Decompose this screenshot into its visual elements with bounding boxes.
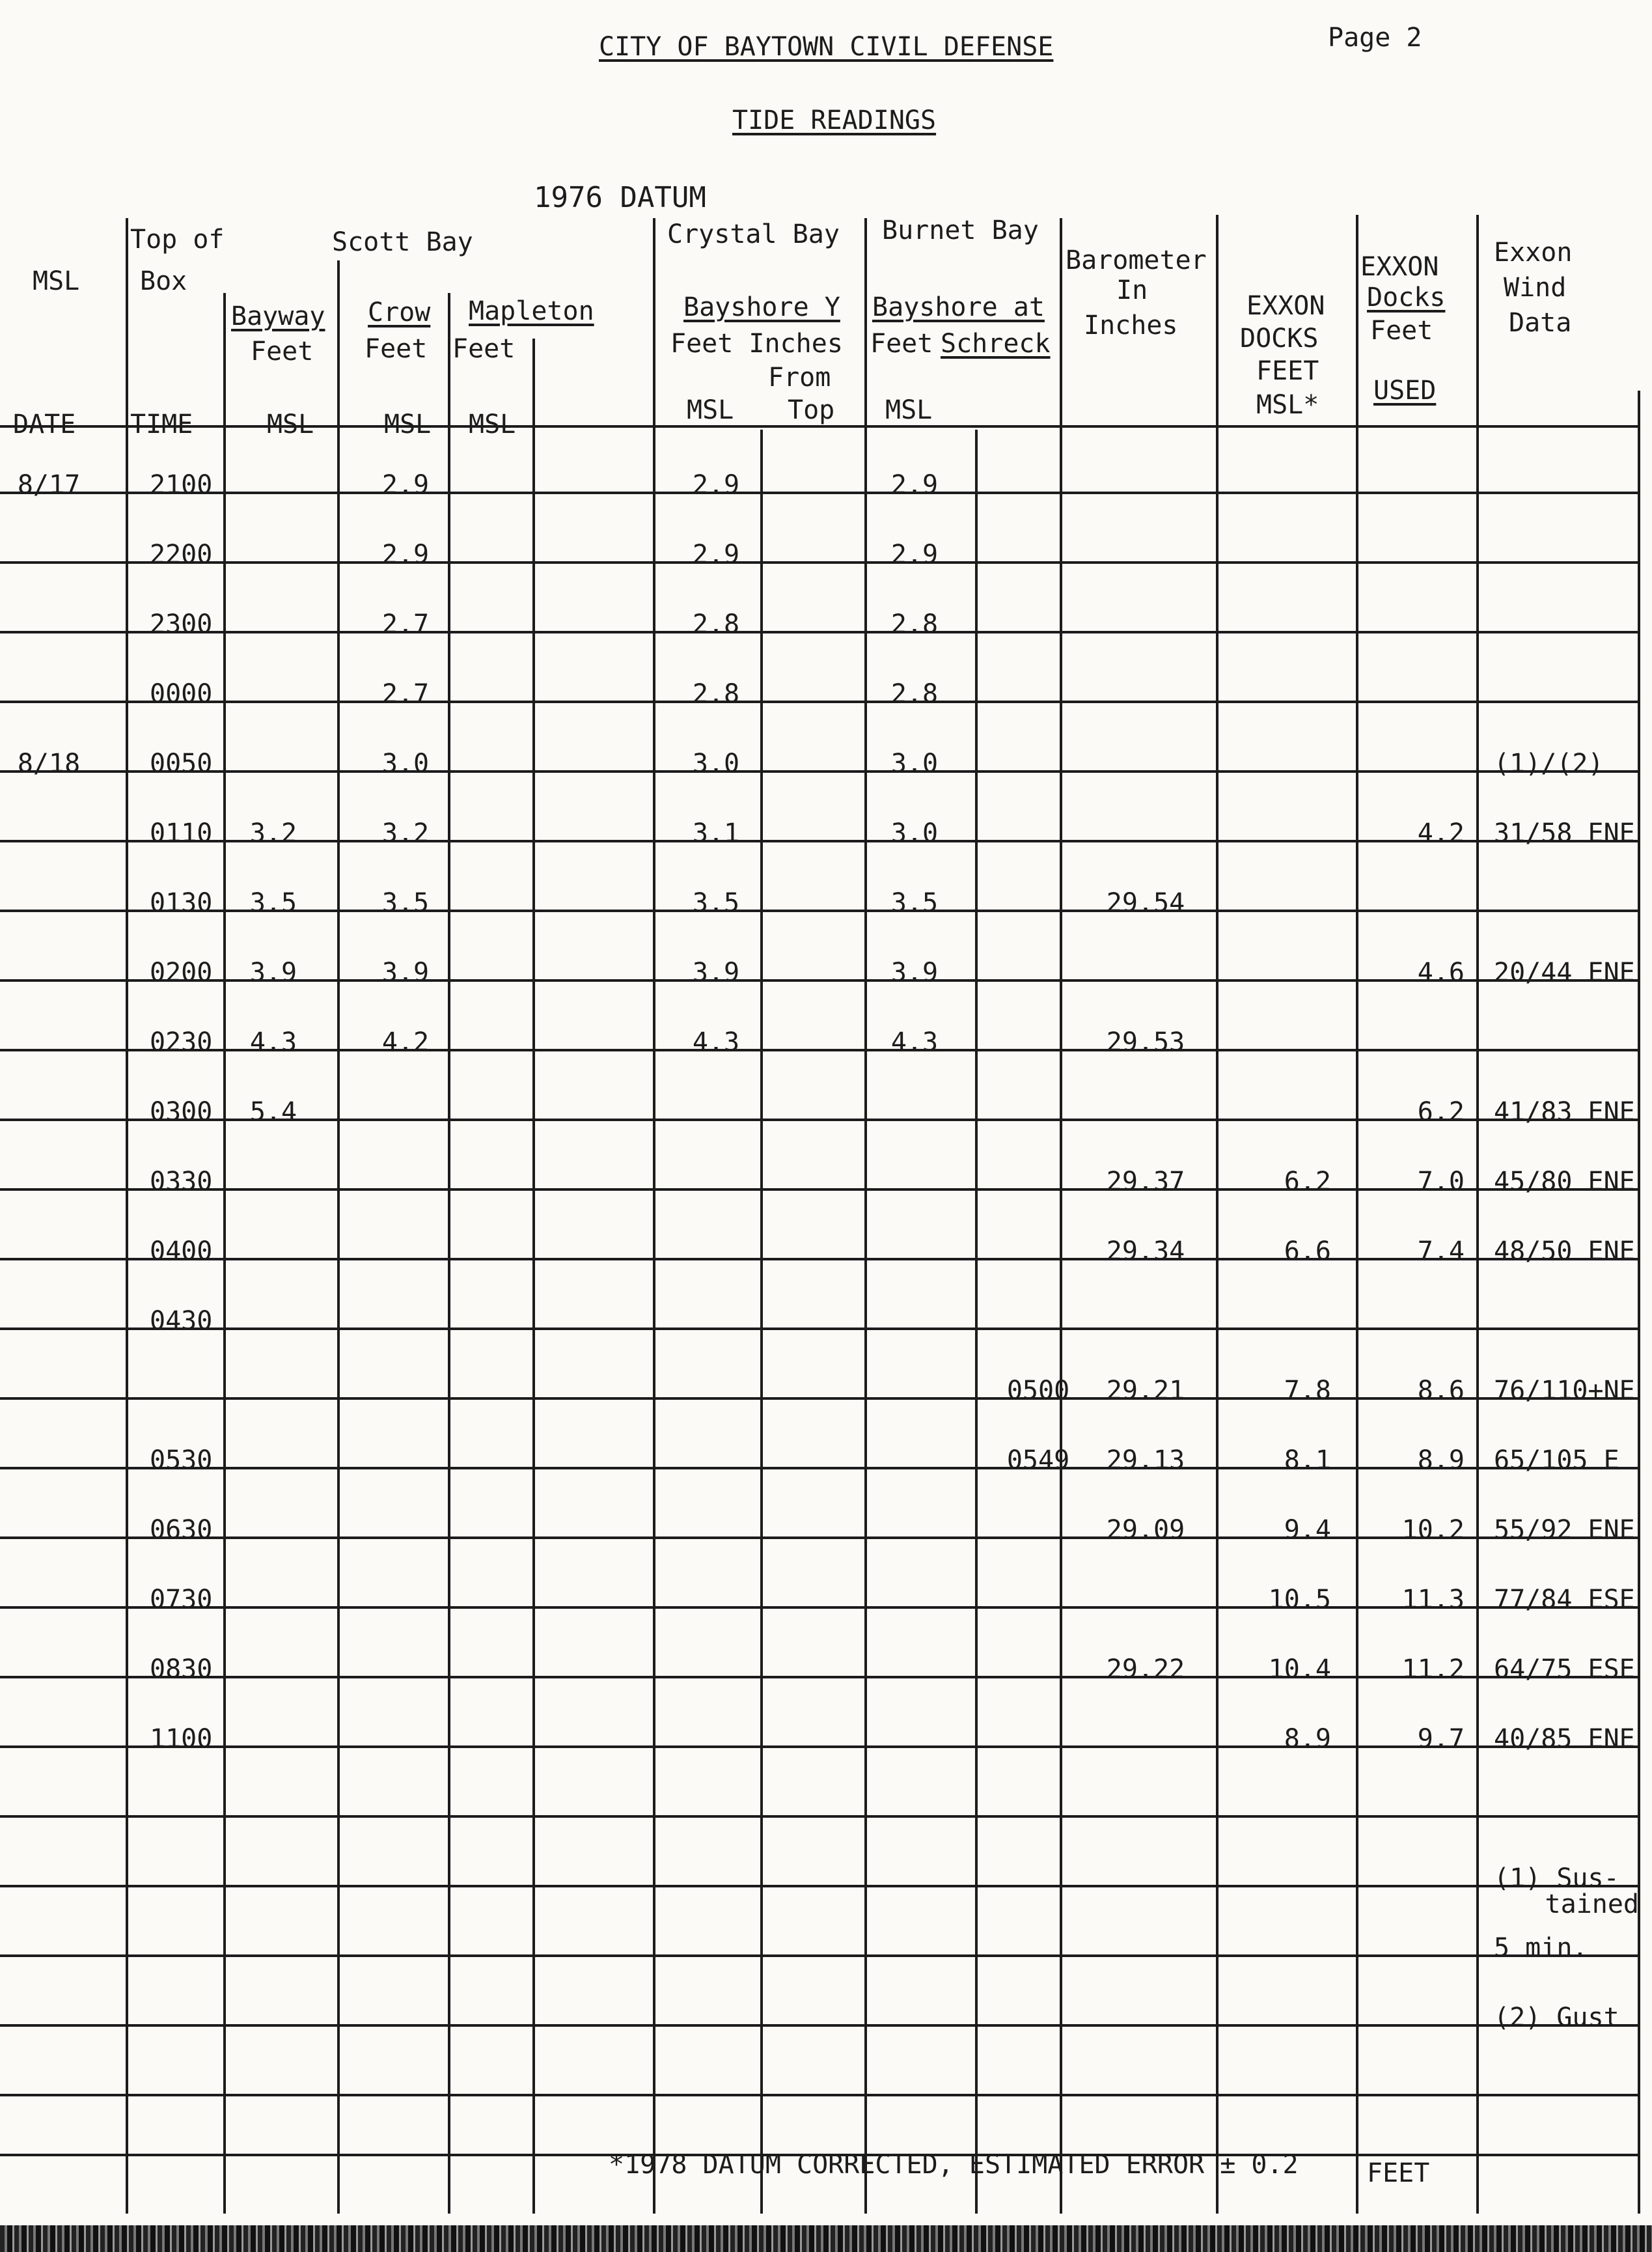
cell-exxon-used: 10.2 — [1401, 1515, 1465, 1545]
col-exxon-docks-4: MSL* — [1256, 390, 1319, 420]
cell-crystal: 3.1 — [692, 818, 740, 848]
col-burnet-feet: Feet — [870, 329, 933, 359]
cell-time: 0830 — [150, 1654, 213, 1684]
col-wind-3: Data — [1509, 308, 1572, 338]
cell-exxon-used: 4.2 — [1417, 818, 1465, 848]
cell-crow: 2.9 — [381, 540, 430, 570]
col-bayway-feet: Feet — [251, 337, 314, 367]
col-from: From — [768, 363, 831, 393]
col-crow-msl: MSL — [384, 410, 432, 439]
cell-bayway: 4.3 — [249, 1027, 297, 1057]
cell-wind: 76/110+NE — [1494, 1376, 1635, 1406]
cell-burnet: 3.9 — [890, 958, 939, 988]
cell-wind: (1) Sus- — [1494, 1863, 1619, 1893]
col-barometer-in: In — [1116, 275, 1148, 305]
col-time: TIME — [130, 410, 193, 439]
cell-exxon-used: 7.0 — [1417, 1167, 1465, 1197]
cell-exxon-used: 11.2 — [1401, 1654, 1465, 1684]
cell-burnet-time: 0549 — [1006, 1445, 1070, 1475]
cell-wind: 31/58 ENE — [1494, 818, 1635, 848]
cell-crystal: 2.9 — [692, 540, 740, 570]
cell-burnet: 3.5 — [890, 888, 939, 918]
col-crystal-msl: MSL — [687, 395, 734, 425]
cell-bayway: 3.9 — [249, 958, 297, 988]
col-box: Box — [140, 266, 187, 296]
cell-wind: 41/83 ENE — [1494, 1097, 1635, 1127]
cell-exxon-used: 4.6 — [1417, 958, 1465, 988]
cell-time: 0730 — [150, 1585, 213, 1615]
col-exxon-used-4: USED — [1373, 376, 1437, 406]
document-title: CITY OF BAYTOWN CIVIL DEFENSE — [599, 32, 1054, 62]
cell-baro: 29.13 — [1106, 1445, 1185, 1475]
cell-baro: 29.54 — [1106, 888, 1185, 918]
col-top-of: Top of — [130, 225, 225, 255]
cell-exxon-used: 7.4 — [1417, 1236, 1465, 1266]
cell-time: 2100 — [150, 470, 213, 500]
col-bayshore-at: Bayshore at — [872, 292, 1045, 322]
cell-wind: 48/50 ENE — [1494, 1236, 1635, 1266]
col-crow-feet: Feet — [365, 334, 428, 364]
cell-time: 0110 — [150, 818, 213, 848]
col-top: Top — [788, 395, 835, 425]
cell-crow: 3.0 — [381, 749, 430, 779]
cell-burnet-time: 0500 — [1006, 1376, 1070, 1406]
cell-exxon-used: 8.6 — [1417, 1376, 1465, 1406]
cell-burnet: 2.8 — [890, 609, 939, 639]
footer-note: *1978 DATUM CORRECTED, ESTIMATED ERROR ± 0.2 — [609, 2150, 1299, 2180]
cell-bayway: 3.2 — [249, 818, 297, 848]
cell-crystal: 3.5 — [692, 888, 740, 918]
col-barometer-inches: Inches — [1084, 311, 1178, 341]
cell-crystal: 4.3 — [692, 1027, 740, 1057]
cell-exxon-msl: 7.8 — [1284, 1376, 1331, 1406]
col-exxon-used-3: Feet — [1370, 316, 1433, 346]
cell-crow: 2.7 — [381, 679, 430, 709]
col-schreck: Schreck — [941, 329, 1051, 359]
cell-wind: 65/105 E — [1494, 1445, 1619, 1475]
cell-time: 0330 — [150, 1167, 213, 1197]
col-barometer: Barometer — [1066, 245, 1207, 275]
cell-baro: 29.09 — [1106, 1515, 1185, 1545]
document-subtitle: TIDE READINGS — [732, 105, 937, 135]
cell-time: 0200 — [150, 958, 213, 988]
cell-burnet: 2.9 — [890, 470, 939, 500]
col-mapleton-feet: Feet — [452, 334, 516, 364]
cell-wind: 64/75 ESE — [1494, 1654, 1635, 1684]
cell-time: 0230 — [150, 1027, 213, 1057]
col-wind-2: Wind — [1504, 273, 1567, 303]
datum-label: 1976 DATUM — [534, 181, 706, 214]
cell-wind: 40/85 ENE — [1494, 1724, 1635, 1754]
cell-burnet: 3.0 — [890, 749, 939, 779]
col-bayshore-y: Bayshore Y — [683, 292, 840, 322]
note-sustained-tail: tained — [1545, 1889, 1639, 1919]
col-exxon-docks-2: DOCKS — [1240, 324, 1319, 354]
cell-wind: 5 min. — [1494, 1933, 1588, 1963]
cell-exxon-used: 9.7 — [1417, 1724, 1465, 1754]
cell-burnet: 3.0 — [890, 818, 939, 848]
cell-bayway: 5.4 — [249, 1097, 297, 1127]
group-burnet-bay: Burnet Bay — [882, 215, 1039, 245]
cell-baro: 29.53 — [1106, 1027, 1185, 1057]
cell-crystal: 2.8 — [692, 679, 740, 709]
cell-exxon-msl: 8.1 — [1284, 1445, 1331, 1475]
col-msl: MSL — [33, 266, 80, 296]
cell-burnet: 4.3 — [890, 1027, 939, 1057]
footer-unit: FEET — [1367, 2158, 1430, 2188]
cell-time: 0300 — [150, 1097, 213, 1127]
cell-time: 2300 — [150, 609, 213, 639]
cell-crow: 2.9 — [381, 470, 430, 500]
cell-wind: (2) Gust — [1494, 2003, 1619, 2033]
col-mapleton: Mapleton — [469, 296, 594, 326]
cell-crystal: 3.9 — [692, 958, 740, 988]
cell-crystal: 2.8 — [692, 609, 740, 639]
cell-time: 0050 — [150, 749, 213, 779]
cell-crow: 2.7 — [381, 609, 430, 639]
col-exxon-used-2: Docks — [1367, 283, 1446, 313]
cell-time: 2200 — [150, 540, 213, 570]
cell-bayway: 3.5 — [249, 888, 297, 918]
cell-wind: 45/80 ENE — [1494, 1167, 1635, 1197]
cell-baro: 29.34 — [1106, 1236, 1185, 1266]
cell-crow: 3.5 — [381, 888, 430, 918]
col-crow: Crow — [368, 298, 431, 327]
cell-exxon-msl: 6.6 — [1284, 1236, 1331, 1266]
cell-wind: 55/92 ENE — [1494, 1515, 1635, 1545]
cell-wind: 77/84 ESE — [1494, 1585, 1635, 1615]
col-exxon-docks-3: FEET — [1256, 356, 1319, 386]
cell-crystal: 2.9 — [692, 470, 740, 500]
col-wind-1: Exxon — [1494, 238, 1573, 268]
cell-exxon-msl: 9.4 — [1284, 1515, 1331, 1545]
col-burnet-msl: MSL — [885, 395, 933, 425]
cell-time: 1100 — [150, 1724, 213, 1754]
cell-burnet: 2.9 — [890, 540, 939, 570]
cell-wind: 20/44 ENE — [1494, 958, 1635, 988]
cell-burnet: 2.8 — [890, 679, 939, 709]
cell-time: 0400 — [150, 1236, 213, 1266]
cell-exxon-msl: 6.2 — [1284, 1167, 1331, 1197]
col-date: DATE — [13, 410, 76, 439]
cell-time: 0130 — [150, 888, 213, 918]
cell-exxon-used: 6.2 — [1417, 1097, 1465, 1127]
cell-time: 0430 — [150, 1306, 213, 1336]
cell-baro: 29.22 — [1106, 1654, 1185, 1684]
cell-time: 0000 — [150, 679, 213, 709]
cell-baro: 29.37 — [1106, 1167, 1185, 1197]
scan-edge-artifact — [0, 2225, 1652, 2252]
cell-exxon-msl: 10.5 — [1268, 1585, 1331, 1615]
group-scott-bay: Scott Bay — [332, 227, 473, 257]
col-mapleton-msl: MSL — [469, 410, 516, 439]
col-feet-inches: Feet Inches — [670, 329, 843, 359]
cell-wind: (1)/(2) — [1494, 749, 1604, 779]
cell-crow: 4.2 — [381, 1027, 430, 1057]
cell-exxon-msl: 8.9 — [1284, 1724, 1331, 1754]
cell-exxon-msl: 10.4 — [1268, 1654, 1331, 1684]
col-bayway-msl: MSL — [267, 410, 314, 439]
cell-time: 0630 — [150, 1515, 213, 1545]
cell-date: 8/18 — [17, 749, 81, 779]
col-exxon-used-1: EXXON — [1360, 252, 1439, 282]
col-bayway: Bayway — [231, 301, 325, 331]
cell-crow: 3.2 — [381, 818, 430, 848]
col-exxon-docks-1: EXXON — [1246, 291, 1325, 321]
page-number: Page 2 — [1328, 23, 1422, 53]
cell-baro: 29.21 — [1106, 1376, 1185, 1406]
cell-date: 8/17 — [17, 470, 81, 500]
cell-time: 0530 — [150, 1445, 213, 1475]
cell-crow: 3.9 — [381, 958, 430, 988]
cell-exxon-used: 11.3 — [1401, 1585, 1465, 1615]
cell-crystal: 3.0 — [692, 749, 740, 779]
group-crystal-bay: Crystal Bay — [667, 219, 840, 249]
cell-exxon-used: 8.9 — [1417, 1445, 1465, 1475]
